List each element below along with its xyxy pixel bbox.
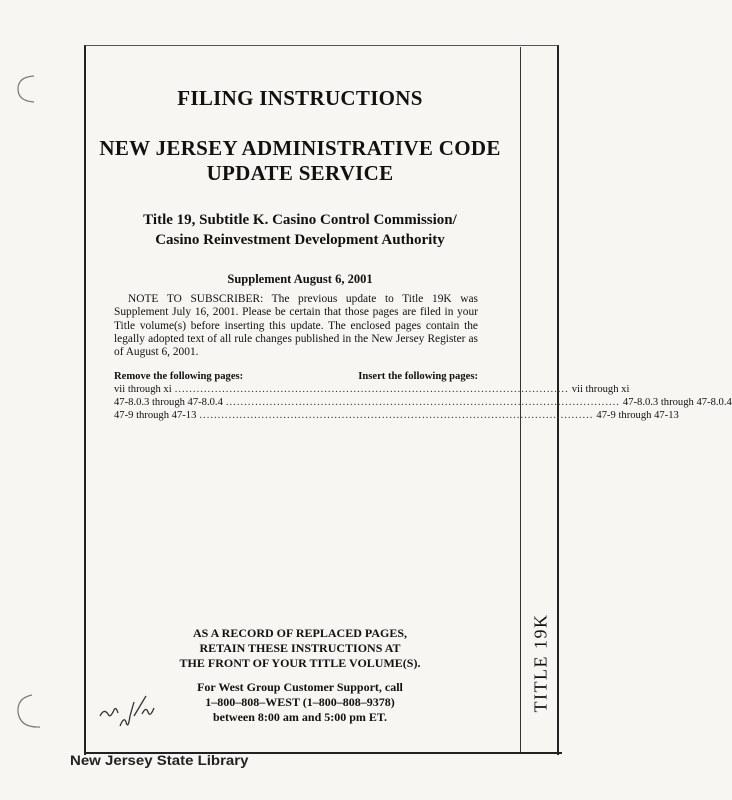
code-title-line2: UPDATE SERVICE xyxy=(206,161,394,185)
customer-support xyxy=(150,680,450,725)
dot-leader: ............................................................................................................ xyxy=(199,410,594,421)
remove-pages: 47-9 through 47-13 xyxy=(114,410,197,421)
table-row xyxy=(114,409,679,422)
page-title: FILING INSTRUCTIONS xyxy=(177,86,423,110)
record-line3: THE FRONT OF YOUR TITLE VOLUME(S). xyxy=(179,656,421,670)
spine-label: TITLE 19K xyxy=(530,613,551,713)
subtitle xyxy=(115,210,485,250)
dot-leader: ............................................................................................................ xyxy=(174,384,569,395)
table-row xyxy=(114,396,732,409)
spine-label-area xyxy=(521,575,561,750)
subtitle-line1: Title 19, Subtitle K. Casino Control Commission/ xyxy=(143,212,457,228)
supplement-date: Supplement August 6, 2001 xyxy=(227,272,373,286)
dot-leader: ............................................................................................................ xyxy=(225,397,620,408)
insert-pages: 47-9 through 47-13 xyxy=(596,410,679,421)
handwritten-annotation xyxy=(94,686,164,741)
support-line1: For West Group Customer Support, call xyxy=(197,680,403,694)
subtitle-line2: Casino Reinvestment Development Authority xyxy=(155,232,445,248)
code-title-line1: NEW JERSEY ADMINISTRATIVE CODE xyxy=(99,136,501,160)
support-phone: 1–800–808–WEST (1–800–808–9378) xyxy=(205,695,395,709)
pages-table xyxy=(114,370,732,422)
insert-pages: 47-8.0.3 through 47-8.0.4 xyxy=(622,397,732,408)
remove-pages: vii through xi xyxy=(114,384,172,395)
insert-pages: vii through xi xyxy=(571,384,630,395)
note-to-subscriber: NOTE TO SUBSCRIBER: The previous update to Title 19K was Supplement July 16, 2001. Please be certain that those pages are filed in your Title volume(s) before inserting this update. The enclosed pages contain the legally adopted text of all rule changes published in the New Jersey Register as of August 6, 2001. xyxy=(114,293,478,359)
insert-header: Insert the following pages: xyxy=(358,371,478,382)
record-instructions xyxy=(150,626,450,671)
record-line1: AS A RECORD OF REPLACED PAGES, xyxy=(192,626,408,640)
remove-header: Remove the following pages: xyxy=(114,371,244,382)
library-stamp: New Jersey State Library xyxy=(70,752,249,769)
pages-table-header xyxy=(114,370,478,383)
code-title xyxy=(90,136,510,186)
remove-pages: 47-8.0.3 through 47-8.0.4 xyxy=(114,397,223,408)
support-hours: between 8:00 am and 5:00 pm ET. xyxy=(212,710,388,724)
binder-hole-bottom xyxy=(14,692,44,732)
record-line2: RETAIN THESE INSTRUCTIONS AT xyxy=(199,641,401,655)
table-row xyxy=(114,383,630,396)
